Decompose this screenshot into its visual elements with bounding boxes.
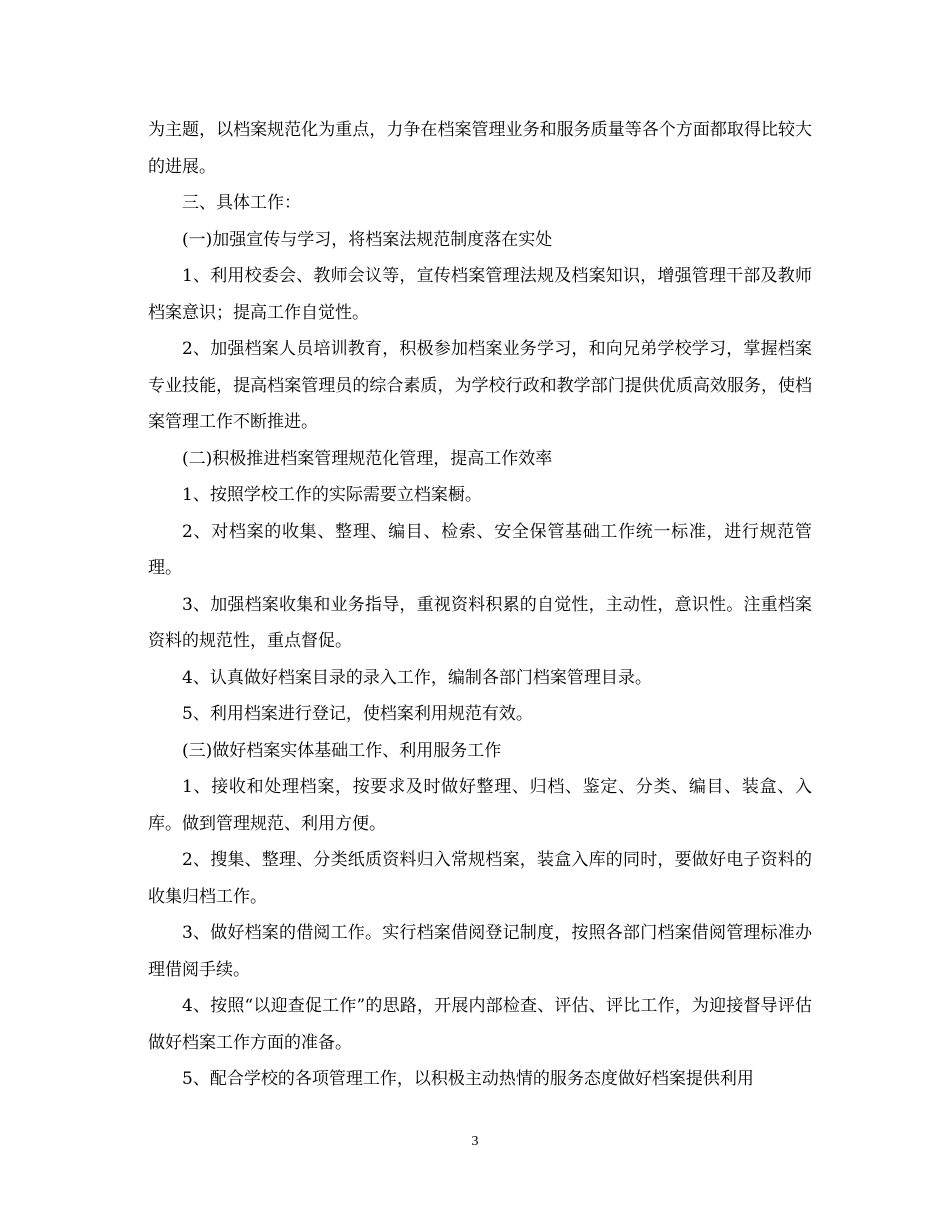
paragraph: 4、认真做好档案目录的录入工作，编制各部门档案管理目录。	[182, 667, 652, 688]
paragraph: (二)积极推进档案管理规范化管理，提高工作效率	[182, 448, 553, 469]
paragraph: 三、具体工作：	[182, 193, 301, 213]
paragraph: 5、配合学校的各项管理工作，以积极主动热情的服务态度做好档案提供利用	[182, 1069, 754, 1089]
paragraph: (三)做好档案实体基础工作、利用服务工作	[182, 740, 502, 761]
paragraph: 1、利用校委会、教师会议等，宣传档案管理法规及档案知识，增强管理干部及教师档案意识；提高工作自觉性。	[148, 266, 812, 323]
paragraph: 4、按照“以迎查促工作”的思路，开展内部检查、评估、评比工作，为迎接督导评估做好档案工作方面的准备。	[148, 996, 812, 1053]
paragraph: 3、做好档案的借阅工作。实行档案借阅登记制度，按照各部门档案借阅管理标准办理借阅手续。	[148, 923, 812, 980]
paragraph: 1、接收和处理档案，按要求及时做好整理、归档、鉴定、分类、编目、装盒、入库。做到管理规范、利用方便。	[148, 777, 812, 834]
paragraph: (一)加强宣传与学习，将档案法规范制度落在实处	[182, 229, 553, 250]
paragraph: 2、加强档案人员培训教育，积极参加档案业务学习，和向兄弟学校学习，掌握档案专业技能，提高档案管理员的综合素质，为学校行政和教学部门提供优质高效服务，使档案管理工作不断推进。	[148, 339, 812, 432]
body-text	[148, 112, 812, 1098]
page-number: 3	[471, 1134, 479, 1149]
paragraph: 为主题，以档案规范化为重点，力争在档案管理业务和服务质量等各个方面都取得比较大的进展。	[148, 120, 812, 177]
paragraph: 3、加强档案收集和业务指导，重视资料积累的自觉性，主动性，意识性。注重档案资料的规范性，重点督促。	[148, 594, 812, 651]
paragraph: 5、利用档案进行登记，使档案利用规范有效。	[182, 704, 533, 724]
paragraph: 2、对档案的收集、整理、编目、检索、安全保管基础工作统一标准，进行规范管理。	[148, 521, 812, 578]
paragraph: 1、按照学校工作的实际需要立档案橱。	[182, 485, 482, 505]
paragraph: 2、搜集、整理、分类纸质资料归入常规档案，装盒入库的同时，要做好电子资料的收集归档工作。	[148, 850, 812, 907]
